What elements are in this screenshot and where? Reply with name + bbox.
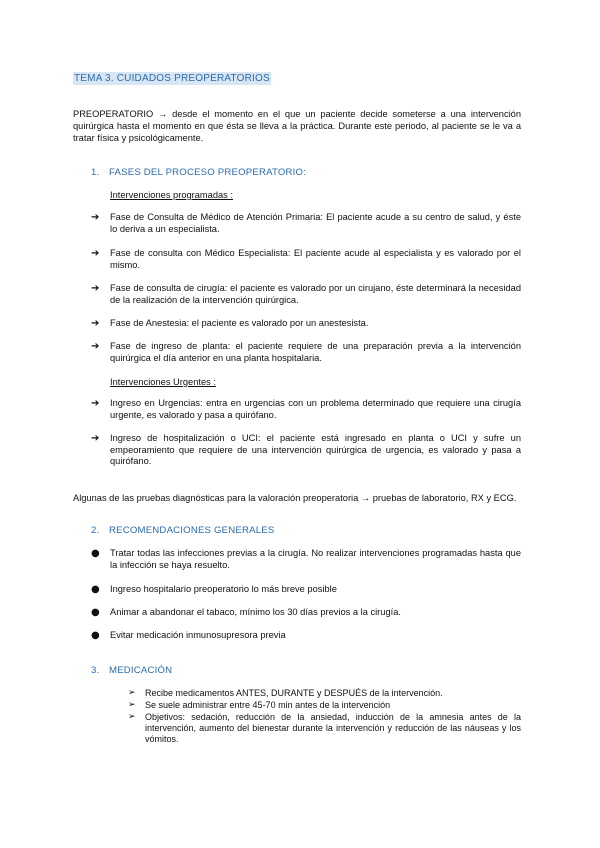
arrow-bullet-icon: ➔ bbox=[91, 248, 100, 259]
arrow-bullet-icon: ➔ bbox=[91, 212, 100, 223]
list-item: ➢ Recibe medicamentos ANTES, DURANTE y DESPUÉS de la intervención. bbox=[128, 688, 443, 698]
arrow-bullet-icon: ➔ bbox=[91, 398, 100, 409]
arrow-bullet-icon: ➔ bbox=[91, 341, 100, 352]
list-item: ➔ Fase de consulta con Médico Especialista: El paciente acude al especialista y es valorado por el mismo. bbox=[91, 248, 521, 270]
section-title: RECOMENDACIONES GENERALES bbox=[109, 525, 275, 536]
bullet-dot-icon: ● bbox=[91, 548, 100, 559]
section-number: 1. bbox=[91, 167, 100, 178]
list-item: ➔ Fase de ingreso de planta: el paciente requiere de una preparación previa a la intervención quirúrgica el día anterior en una planta hospitalaria. bbox=[91, 341, 521, 363]
arrow-bullet-icon: ➔ bbox=[91, 433, 100, 444]
section-title: MEDICACIÓN bbox=[109, 665, 173, 676]
bullet-dot-icon: ● bbox=[91, 630, 100, 641]
list-item: ● Tratar todas las infecciones previas a la cirugía. No realizar intervenciones programadas hasta que la infección se haya resuelto. bbox=[91, 548, 521, 570]
list-item: ➢ Objetivos: sedación, reducción de la ansiedad, inducción de la amnesia antes de la intervención, aumento del bienestar durante la intervención y reducción de las náuseas y los vómitos. bbox=[128, 712, 521, 744]
section-title: FASES DEL PROCESO PREOPERATORIO: bbox=[109, 167, 307, 178]
list-item: ● Ingreso hospitalario preoperatorio lo más breve posible bbox=[91, 584, 337, 595]
section-number: 2. bbox=[91, 525, 100, 536]
list-item: ➔ Ingreso de hospitalización o UCI: el paciente está ingresado en planta o UCI y sufre un empeoramiento que requiere de una intervención quirúrgica de urgencia, es valorado y pasa a quirófano. bbox=[91, 433, 521, 466]
list-item: ➢ Se suele administrar entre 45-70 min antes de la intervención bbox=[128, 700, 391, 710]
programadas-heading: Intervenciones programadas : bbox=[110, 190, 233, 200]
arrowhead-bullet-icon: ➢ bbox=[128, 688, 136, 698]
list-item: ● Evitar medicación inmunosupresora previa bbox=[91, 630, 286, 641]
section-2-heading bbox=[91, 525, 274, 537]
bullet-dot-icon: ● bbox=[91, 607, 100, 618]
list-item: ➔ Ingreso en Urgencias: entra en urgencias con un problema determinado que requiere una cirugía urgente, es valorado y pasa a quirófano. bbox=[91, 398, 521, 420]
bullet-dot-icon: ● bbox=[91, 584, 100, 595]
list-item: ● Animar a abandonar el tabaco, mínimo los 30 días previos a la cirugía. bbox=[91, 607, 401, 618]
intro-paragraph: PREOPERATORIO → desde el momento en el que un paciente decide someterse a una intervención quirúrgica hasta el momento en que ésta se lleva a la práctica. Durante este periodo, al paciente se le va a tratar física y psicológicamente. bbox=[73, 109, 521, 143]
diagnostic-note: Algunas de las pruebas diagnósticas para la valoración preoperatoria → pruebas de laboratorio, RX y ECG. bbox=[73, 493, 517, 503]
urgentes-heading: Intervenciones Urgentes : bbox=[110, 377, 216, 387]
list-item: ➔ Fase de consulta de cirugía: el paciente es valorado por un cirujano, éste determinará la necesidad de la realización de la intervención quirúrgica. bbox=[91, 283, 521, 305]
document-title: TEMA 3. CUIDADOS PREOPERATORIOS bbox=[74, 73, 270, 84]
arrowhead-bullet-icon: ➢ bbox=[128, 700, 136, 710]
section-number: 3. bbox=[91, 665, 100, 676]
arrow-bullet-icon: ➔ bbox=[91, 283, 100, 294]
arrow-bullet-icon: ➔ bbox=[91, 318, 100, 329]
section-3-heading bbox=[91, 665, 172, 677]
list-item: ➔ Fase de Consulta de Médico de Atención Primaria: El paciente acude a su centro de salud, y éste lo deriva a un especialista. bbox=[91, 212, 521, 234]
arrowhead-bullet-icon: ➢ bbox=[128, 712, 136, 722]
list-item: ➔ Fase de Anestesia: el paciente es valorado por un anestesista. bbox=[91, 318, 369, 329]
section-1-heading bbox=[91, 167, 306, 179]
